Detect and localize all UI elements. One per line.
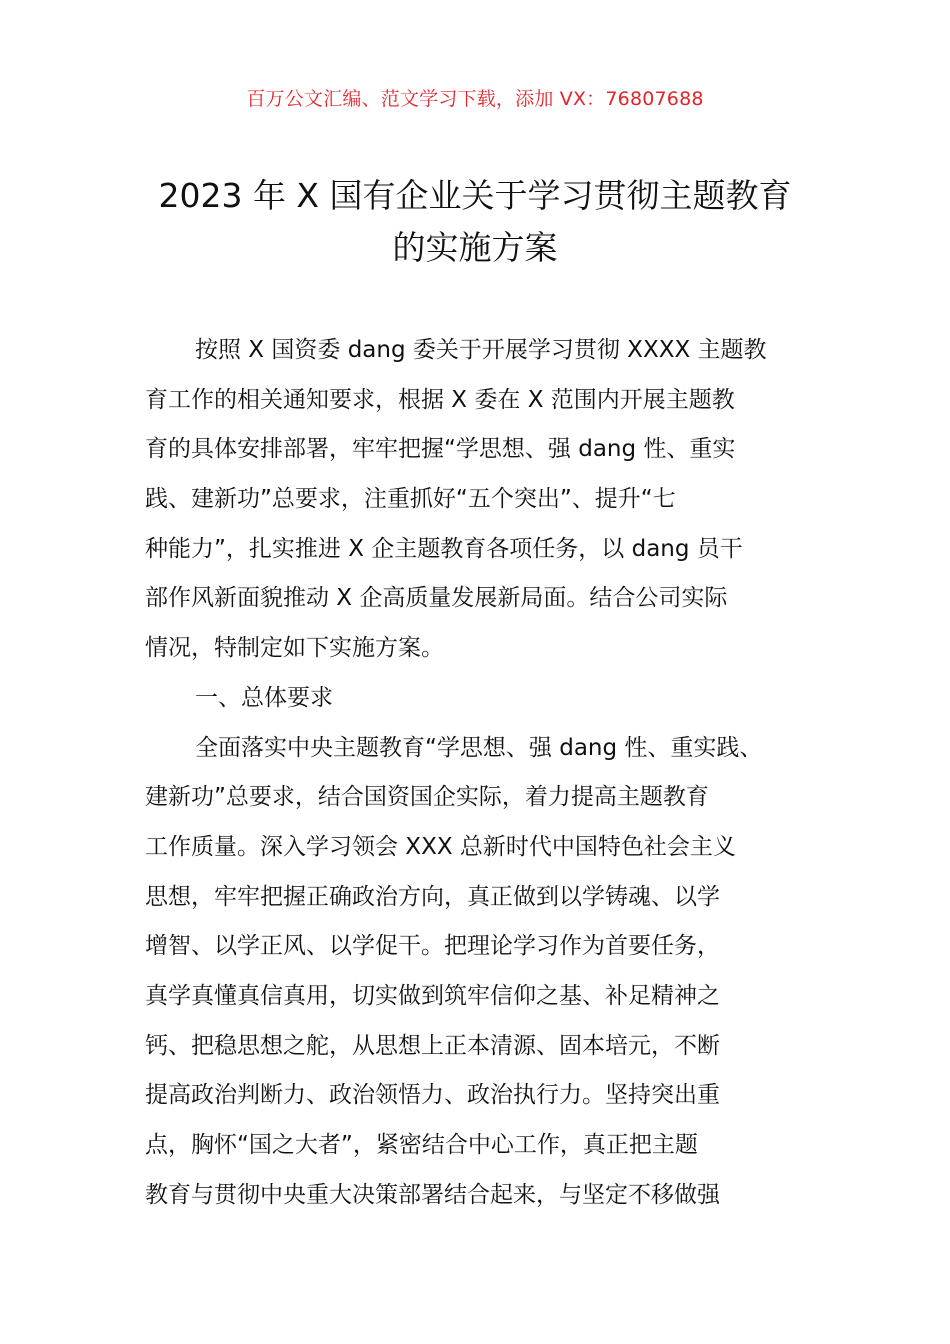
paragraph-line: 工作质量。深入学习领会 XXX 总新时代中国特色社会主义 bbox=[145, 833, 736, 860]
paragraph-line: 点，胸怀“国之大者”，紧密结合中心工作，真正把主题 bbox=[145, 1132, 698, 1158]
download-promo-note: 百万公文汇编、范文学习下载，添加 VX：76807688 bbox=[246, 88, 704, 110]
paragraph-line: 教育与贯彻中央重大决策部署结合起来，与坚定不移做强 bbox=[145, 1181, 720, 1208]
paragraph-line: 部作风新面貌推动 X 企高质量发展新局面。结合公司实际 bbox=[145, 585, 728, 612]
paragraph-line: 建新功”总要求，结合国资国企实际，着力提高主题教育 bbox=[145, 784, 709, 811]
paragraph-line: 种能力”，扎实推进 X 企主题教育各项任务，以 dang 员干 bbox=[145, 535, 743, 562]
paragraph-line: 增智、以学正风、以学促干。把理论学习作为首要任务， bbox=[145, 933, 720, 960]
title-line-2: 的实施方案 bbox=[392, 228, 558, 267]
paragraph-line: 思想，牢牢把握正确政治方向，真正做到以学铸魂、以学 bbox=[145, 883, 720, 910]
paragraph-line: 真学真懂真信真用，切实做到筑牢信仰之基、补足精神之 bbox=[145, 982, 720, 1009]
document-title bbox=[0, 170, 950, 274]
paragraph-line: 情况，特制定如下实施方案。 bbox=[145, 635, 444, 662]
paragraph-line: 践、建新功”总要求，注重抓好“五个突出”、提升“七 bbox=[145, 486, 676, 513]
paragraph-line: 提高政治判断力、政治领悟力、政治执行力。坚持突出重 bbox=[145, 1082, 720, 1109]
document-body bbox=[145, 326, 835, 1220]
paragraph-line: 育工作的相关通知要求，根据 X 委在 X 范围内开展主题教 bbox=[145, 386, 735, 413]
title-line-1: 2023 年 X 国有企业关于学习贯彻主题教育 bbox=[158, 176, 792, 215]
paragraph-line: 全面落实中央主题教育“学思想、强 dang 性、重实践、 bbox=[195, 734, 763, 761]
paragraph-line: 钙、把稳思想之舵，从思想上正本清源、固本培元，不断 bbox=[145, 1032, 720, 1059]
paragraph-line: 按照 X 国资委 dang 委关于开展学习贯彻 XXXX 主题教 bbox=[195, 337, 767, 363]
section-heading: 一、总体要求 bbox=[195, 684, 333, 711]
paragraph-line: 育的具体安排部署，牢牢把握“学思想、强 dang 性、重实 bbox=[145, 436, 736, 463]
